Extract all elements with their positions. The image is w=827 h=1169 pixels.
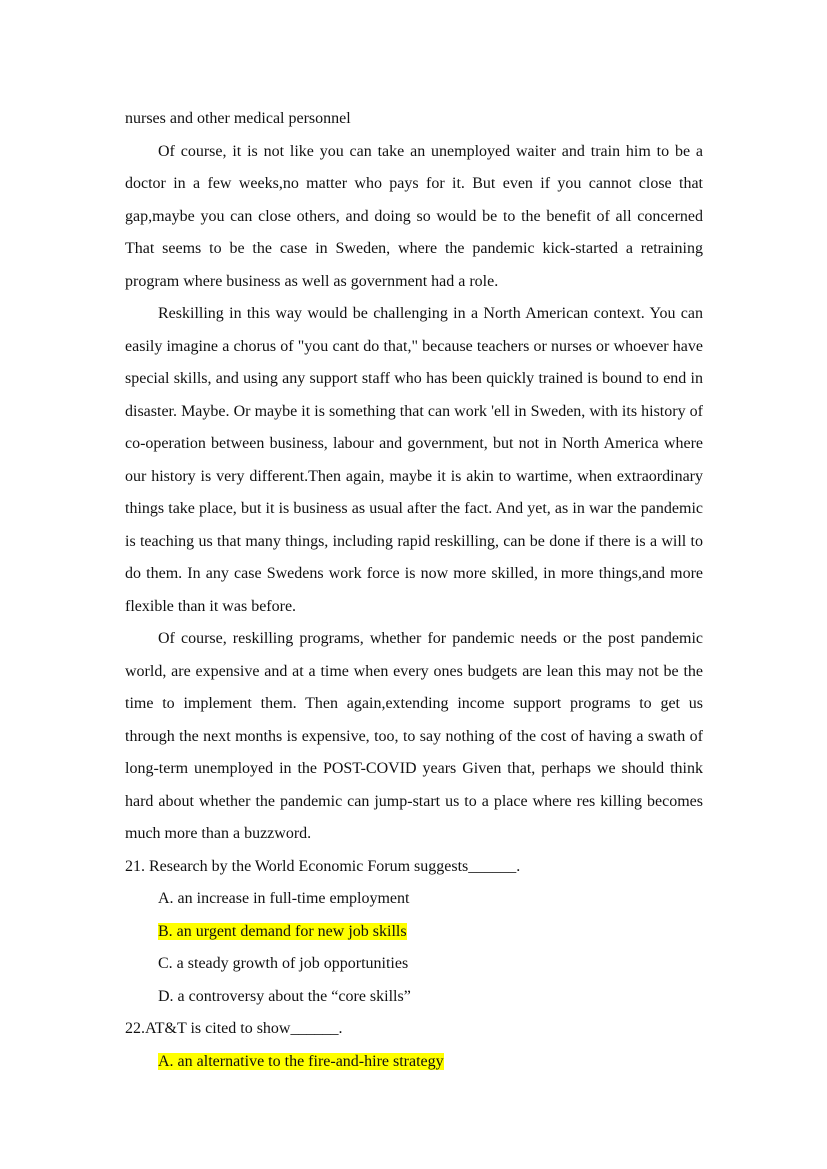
passage-paragraph-0: nurses and other medical personnel <box>125 110 351 127</box>
option-text-highlighted: A. an alternative to the fire-and-hire strategy <box>158 1052 444 1070</box>
option-text: D. a controversy about the “core skills” <box>158 987 411 1005</box>
option-text: A. an increase in full-time employment <box>158 890 410 907</box>
document-body <box>125 103 703 1078</box>
question-stem: 22.AT&T is cited to show______. <box>125 1020 343 1037</box>
answer-option-a <box>125 1046 703 1079</box>
question-21 <box>125 851 703 1014</box>
option-text: C. a steady growth of job opportunities <box>158 955 409 972</box>
option-text-highlighted: B. an urgent demand for new job skills <box>158 922 407 940</box>
answer-option-c <box>125 948 703 981</box>
passage-paragraph-2: Reskilling in this way would be challenging in a North American context. You can easily imagine a chorus of "you cant do that," because teachers or nurses or whoever have special skills, and using any support staff who has been quickly trained is bound to end in disaster. Maybe. Or maybe it is something that can work 'ell in Sweden, with its history of co-operation between business, labour and government, but not in North America where our history is very different.Then again, maybe it is akin to wartime, when extraordinary things take place, but it is business as usual after the fact. And yet, as in war the pandemic is teaching us that many things, including rapid reskilling, can be done if there is a will to do them. In any case Swedens work force is now more skilled, in more things,and more flexible than it was before. <box>125 305 703 615</box>
passage-paragraph-1: Of course, it is not like you can take an unemployed waiter and train him to be a doctor in a few weeks,no matter who pays for it. But even if you cannot close that gap,maybe you can close others, and doing so would be to the benefit of all concerned That seems to be the case in Sweden, where the pandemic kick-started a retraining program where business as well as government had a role. <box>125 142 703 290</box>
answer-option-a <box>125 883 703 916</box>
question-stem: 21. Research by the World Economic Forum suggests______. <box>125 857 521 875</box>
passage-paragraph-3: Of course, reskilling programs, whether for pandemic needs or the post pandemic world, are expensive and at a time when every ones budgets are lean this may not be the time to implement them. Then again,extending income support programs to get us through the next months is expensive, too, to say nothing of the cost of having a swath of long-term unemployed in the POST-COVID years Given that, perhaps we should think hard about whether the pandemic can jump-start us to a place where res killing becomes much more than a buzzword. <box>125 630 703 842</box>
answer-option-b <box>125 916 703 949</box>
answer-option-d <box>125 981 703 1014</box>
question-22 <box>125 1013 703 1078</box>
